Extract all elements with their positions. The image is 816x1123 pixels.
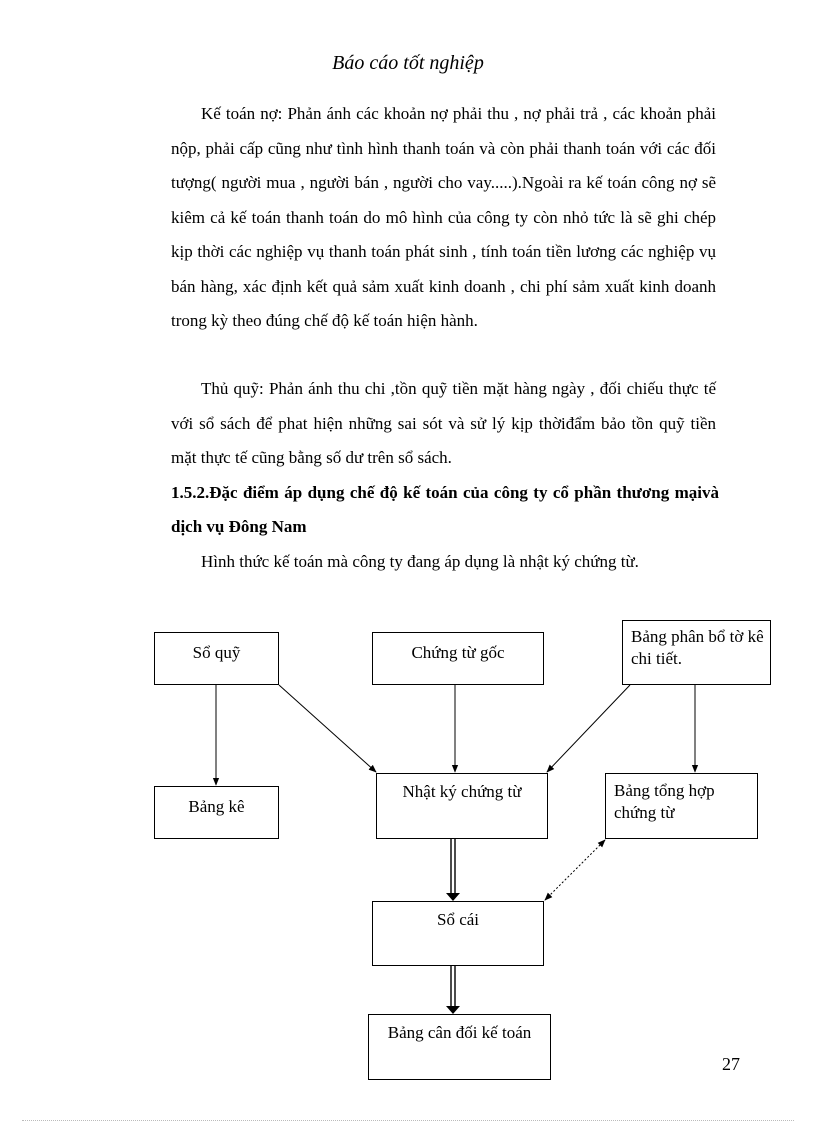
- page-header-title: Báo cáo tốt nghiệp: [332, 52, 484, 74]
- arrow-so-cai-to-bang-can-doi: [446, 966, 460, 1014]
- box-chung-tu-goc-label: Chứng từ gốc: [411, 643, 505, 662]
- page-number: 27: [722, 1054, 740, 1074]
- box-bang-ke-label: Bảng kê: [188, 797, 245, 816]
- box-so-cai-label: Sổ cái: [436, 910, 480, 929]
- box-bang-tong-hop-label: Bảng tổng hợp chứng từ: [614, 781, 715, 822]
- arrow-nhat-ky-to-so-cai: [446, 839, 460, 901]
- box-nhat-ky-chung-tu-label: Nhật ký chứng từ: [402, 782, 522, 801]
- box-so-quy-label: Sổ quỹ: [192, 643, 241, 662]
- arrow-so-quy-to-nhat-ky: [279, 685, 376, 772]
- arrow-phan-bo-to-nhat-ky: [547, 685, 630, 772]
- box-bang-can-doi-label: Bảng cân đối kế toán: [387, 1023, 532, 1042]
- paragraph-hinh-thuc-text: Hình thức kế toán mà công ty đang áp dụng là nhật ký chứng từ.: [201, 552, 639, 571]
- box-bang-phan-bo-label: Bảng phân bổ tờ kê chi tiết.: [631, 627, 764, 668]
- footer-divider: [22, 1120, 794, 1121]
- paragraph-thu-quy-text: Thủ quỹ: Phản ánh thu chi ,tồn quỹ tiền mặt hàng ngày , đối chiếu thực tế với sổ sách để phat hiện những sai sót và sử lý kịp thờiđẩm bảo tồn quỹ tiền mặt thực tế cũng bằng số dư trên sổ sách.: [171, 379, 716, 467]
- paragraph-ke-toan-no-text: Kế toán nợ: Phản ánh các khoản nợ phải thu , nợ phải trả , các khoản phải nộp, phải cấp cũng như tình hình thanh toán và còn phải thanh toán với các đối tượng( người mua , người bán , người cho vay.....).Ngoài ra kế toán công nợ sẽ kiêm cả kế toán thanh toán do mô hình của công ty còn nhỏ tức là sẽ ghi chép kịp thời các nghiệp vụ thanh toán phát sinh , tính toán tiền lương các nghiệp vụ bán hàng, xác định kết quả sảm xuất kinh doanh , chi phí sảm xuất kinh doanh trong kỳ theo đúng chế độ kế toán hiện hành.: [171, 104, 716, 330]
- section-heading: 1.5.2.Đặc điểm áp dụng chế độ kế toán của công ty cổ phần thương mạivà dịch vụ Đông Nam: [171, 483, 719, 536]
- dotted-arrow-so-cai-tong-hop: [545, 840, 605, 900]
